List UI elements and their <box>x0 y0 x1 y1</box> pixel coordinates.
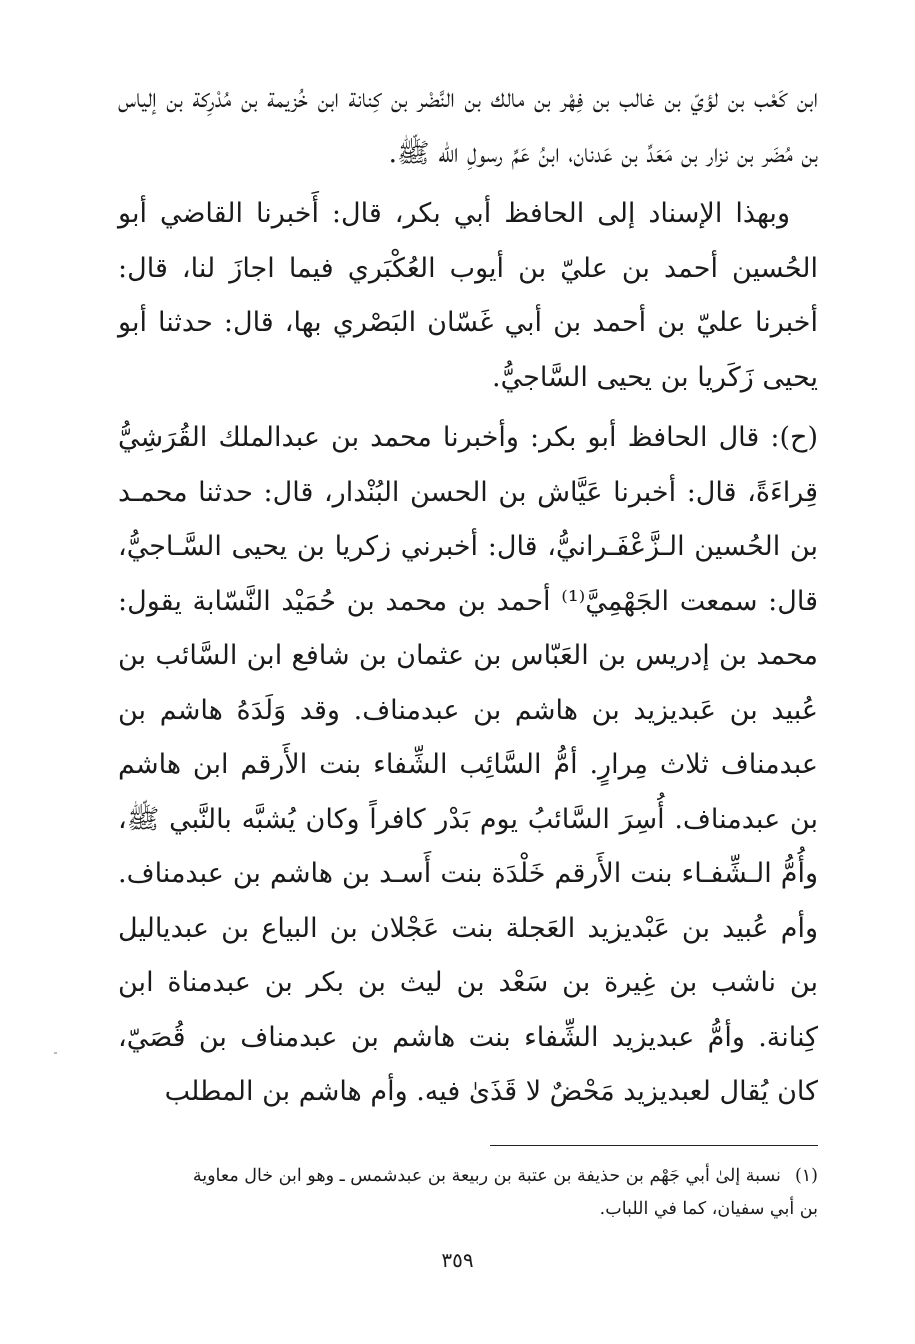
footnote-marker: (١) <box>794 1166 818 1186</box>
footnote-line-1: نسبة إلىٰ أبي جَهْم بن حذيفة بن عتبة بن ربيعة بن عبدشمس ـ وهو ابن خال معاوية <box>192 1166 781 1186</box>
scan-speck <box>54 1052 57 1054</box>
page-body <box>118 72 818 1120</box>
footnote-separator <box>490 1145 818 1146</box>
paragraph-lineage: ابن كَعْب بن لؤيّ بن غالب بن فِهْر بن مالك بن النَّضْر بن كِنانة ابن خُزيمة بن مُدْرِكة بن إلياس بن مُضَر بن نزار بن مَعَدِّ بن عَدنان، ابنُ عَمِّ رسولِ الله ﷺ. <box>118 83 818 169</box>
paragraph-narration: (ح): قال الحافظ أبو بكر: وأخبرنا محمد بن عبدالملك القُرَشِيُّ قِراءَةً، قال: أخبرنا عَيَّاش بن الحسن البُنْدار، قال: حدثنا محمـد بن الحُسين الـزَّعْفَـرانيُّ، قال: أخبرني زكريا بن يحيى السَّـاجيُّ، قال: سمعت الجَهْمِيَّ⁽¹⁾ أحمد بن محمد بن حُمَيْد النَّسّابة يقول: محمد بن إدريس بن العَبّاس بن عثمان بن شافع ابن السَّائب بن عُبيد بن عَبديزيد بن هاشم بن عبدمناف. وقد وَلَدَهُ هاشم بن عبدمناف ثلاث مِرارٍ. أمُّ السَّائِب الشِّفاء بنت الأَرقم ابن هاشم بن عبدمناف. أُسِرَ السَّائبُ يوم بَدْر كافراً وكان يُشبَّه بالنَّبي ﷺ، وأُمُّ الـشِّفـاء بنت الأَرقم خَلْدَة بنت أَسـد بن هاشم بن عبدمناف. وأم عُبيد بن عَبْديزيد العَجلة بنت عَجْلان بن البياع بن عبدياليل بن ناشب بن غِيرة بن سَعْد بن ليث بن بكر بن عبدمناة ابن كِنانة. وأمُّ عبديزيد الشِّفاء بنت هاشم بن عبدمناف بن قُصَيّ، كان يُقال لعبديزيد مَحْضٌ لا قَذَىٰ فيه. وأم هاشم بن المطلب <box>118 422 819 1107</box>
footnote-line-2: بن أبي سفيان، كما في اللباب. <box>599 1199 818 1219</box>
page-number: ٣٥٩ <box>441 1248 474 1272</box>
footnote <box>118 1160 818 1226</box>
paragraph-isnad: وبهذا الإسناد إلى الحافظ أبي بكر، قال: أَخبرنا القاضي أبو الحُسين أحمد بن عليّ بن أيوب العُكْبَري فيما اجازَ لنا، قال: أخبرنا عليّ بن أحمد بن أبي غَسّان البَصْري بها، قال: حدثنا أبو يحيى زَكَريا بن يحيى السَّاجيُّ. <box>118 198 818 393</box>
